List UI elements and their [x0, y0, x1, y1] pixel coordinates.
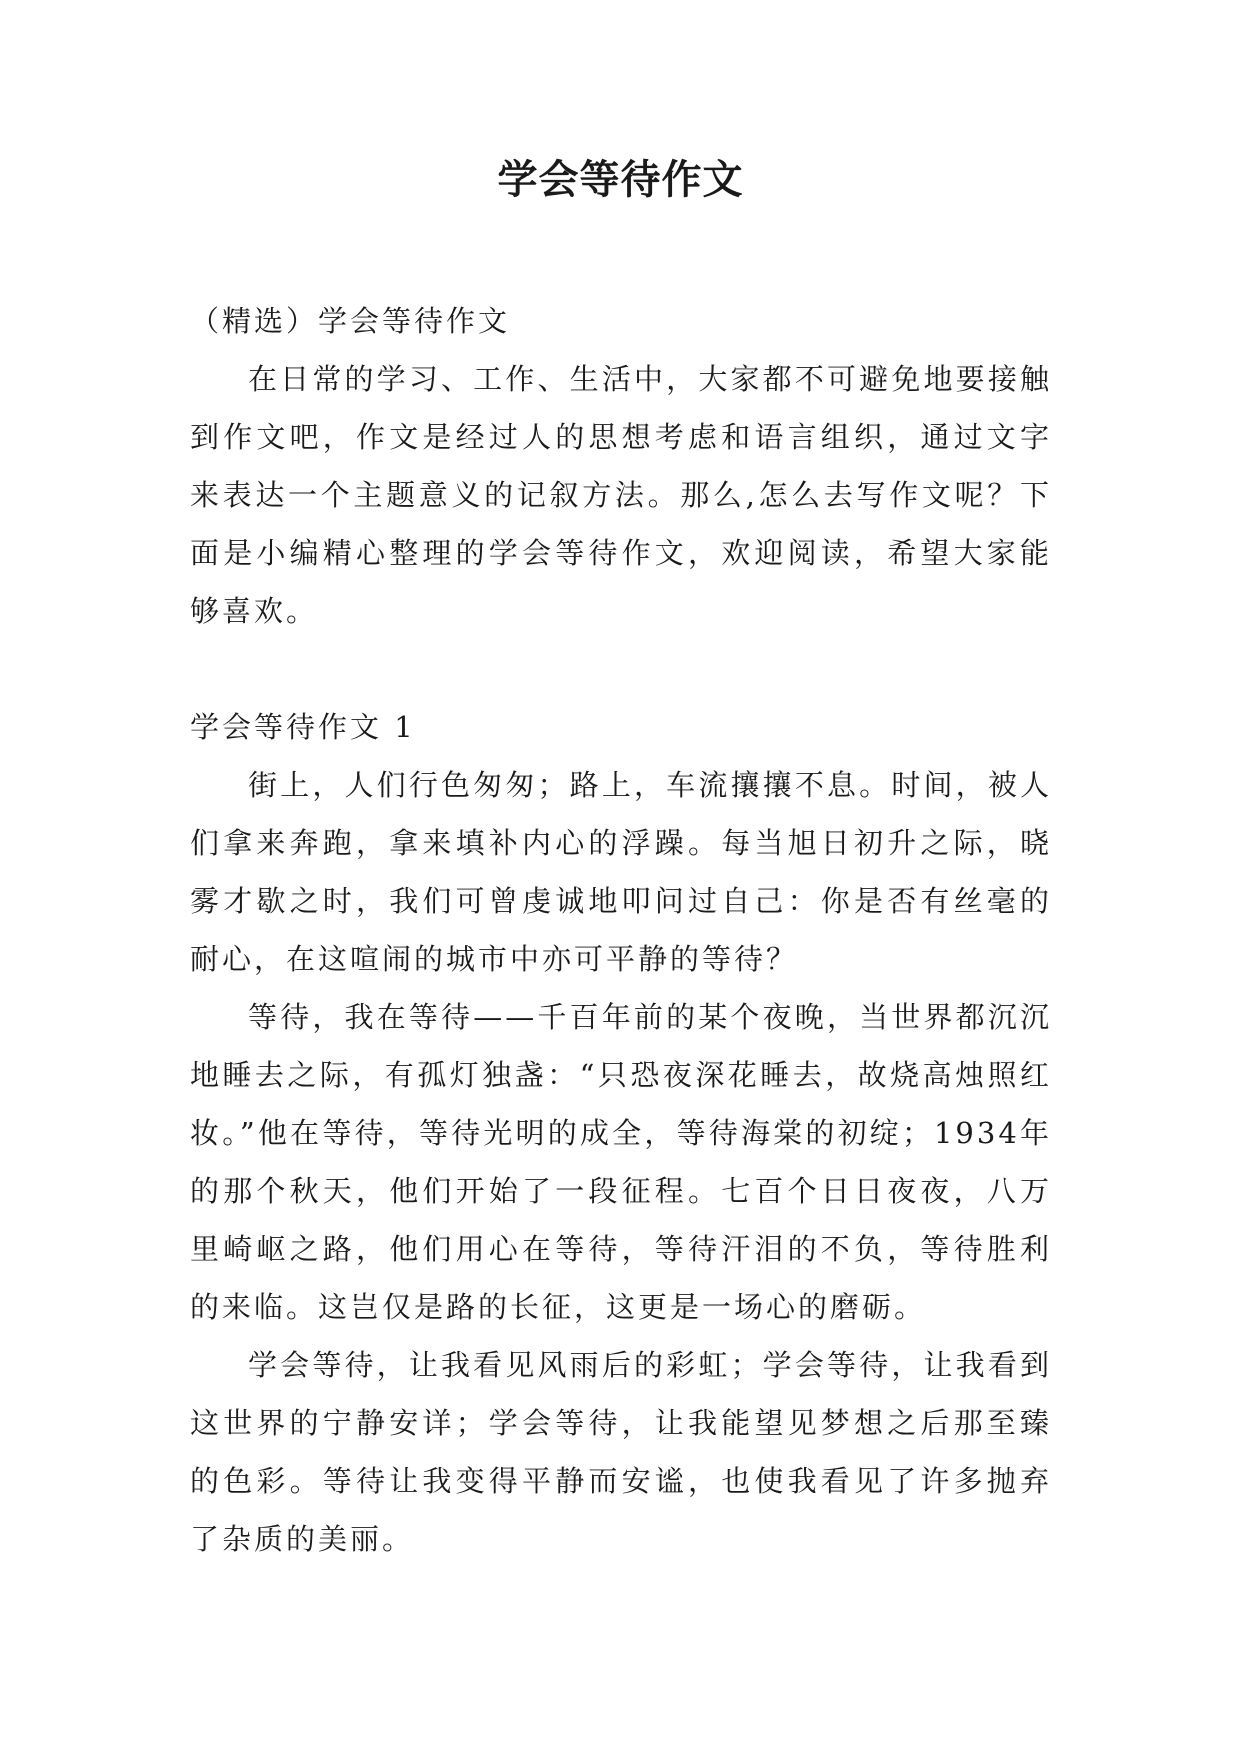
- section-spacer: [190, 640, 1052, 698]
- intro-paragraph: 在日常的学习、工作、生活中，大家都不可避免地要接触到作文吧，作文是经过人的思想考虑和语言组织，通过文字来表达一个主题意义的记叙方法。那么,怎么去写作文呢？下面是小编精心整理的学会等待作文，欢迎阅读，希望大家能够喜欢。: [190, 362, 1052, 628]
- document-subtitle: （精选）学会等待作文: [190, 304, 511, 338]
- section-heading: 学会等待作文 1: [190, 710, 416, 744]
- body-paragraph: 街上，人们行色匆匆；路上，车流攘攘不息。时间，被人们拿来奔跑，拿来填补内心的浮躁。每当旭日初升之际，晓雾才歇之时，我们可曾虔诚地叩问过自己：你是否有丝毫的耐心，在这喧闹的城市中亦可平静的等待？: [190, 768, 1052, 976]
- document-body: [190, 292, 1052, 1568]
- body-paragraph: 学会等待，让我看见风雨后的彩虹；学会等待，让我看到这世界的宁静安详；学会等待，让我能望见梦想之后那至臻的色彩。等待让我变得平静而安谧，也使我看见了许多抛弃了杂质的美丽。: [190, 1348, 1052, 1556]
- body-paragraph: 等待，我在等待——千百年前的某个夜晚，当世界都沉沉地睡去之际，有孤灯独盏：“只恐夜深花睡去，故烧高烛照红妆。”他在等待，等待光明的成全，等待海棠的初绽；1934年的那个秋天，他们开始了一段征程。七百个日日夜夜，八万里崎岖之路，他们用心在等待，等待汗泪的不负，等待胜利的来临。这岂仅是路的长征，这更是一场心的磨砺。: [190, 1000, 1052, 1324]
- document-title: 学会等待作文: [497, 157, 744, 203]
